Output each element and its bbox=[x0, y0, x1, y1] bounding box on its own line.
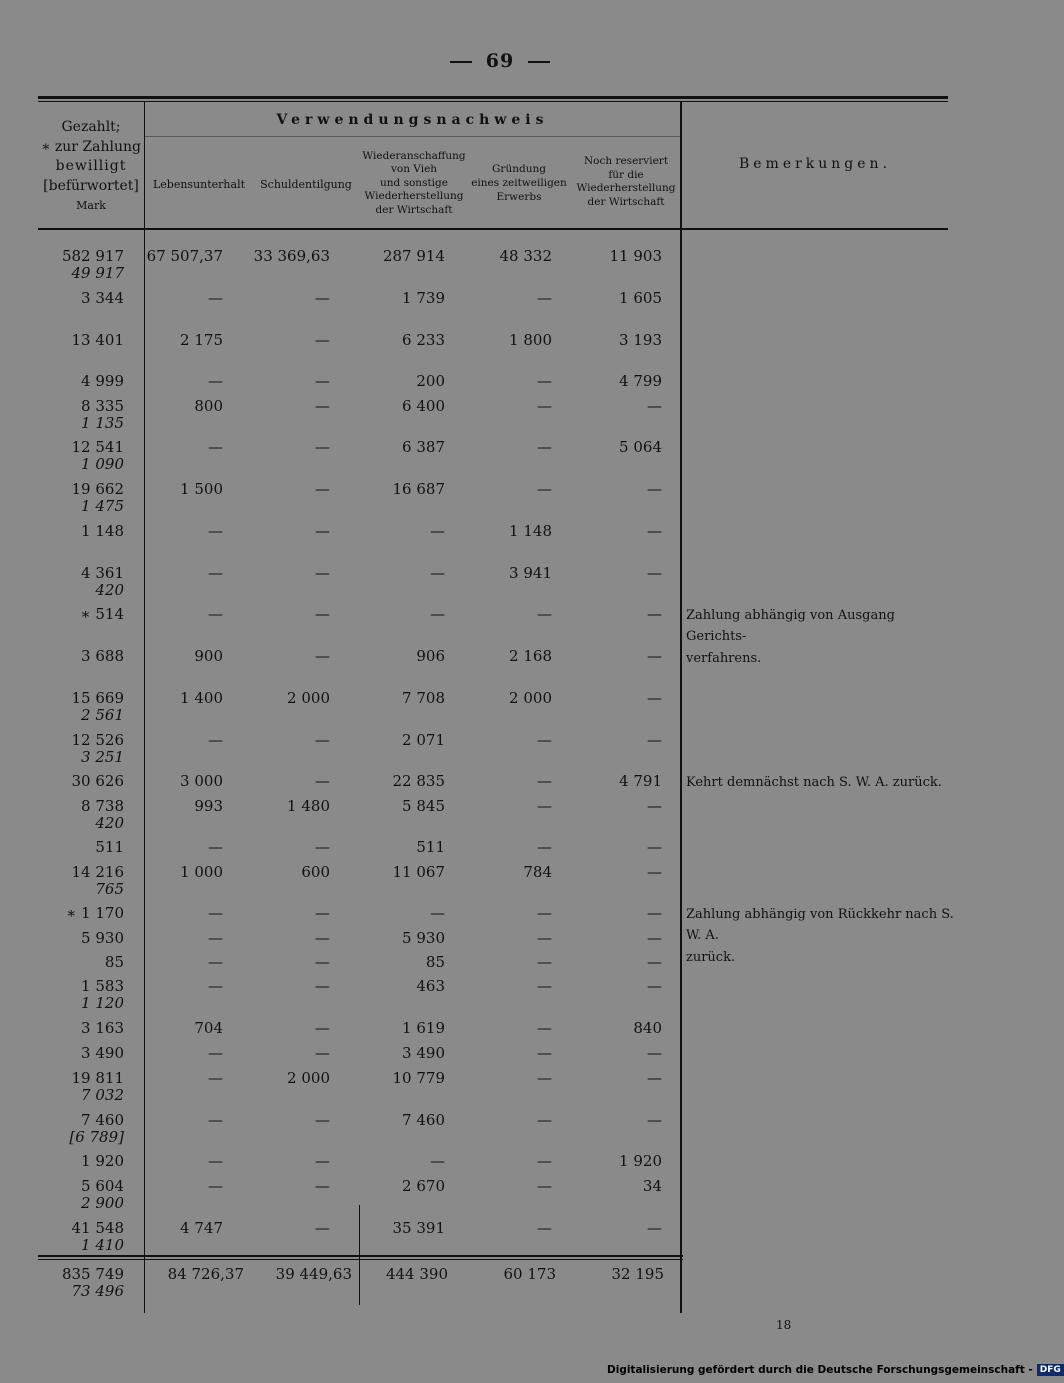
header-gezahlt bbox=[38, 118, 144, 214]
cell-reserv: — bbox=[647, 1069, 662, 1087]
cell-wieder: — bbox=[430, 564, 445, 582]
header-gruendung-line: eines zeitweiligen bbox=[471, 177, 567, 190]
cell-wieder: 287 914 bbox=[382, 247, 445, 265]
top-rule bbox=[38, 96, 948, 99]
page-number-dash-right bbox=[528, 61, 550, 63]
header-reserviert bbox=[572, 155, 680, 210]
cell-gezahlt: 19 662 bbox=[71, 480, 124, 498]
cell-gruend: 2 000 bbox=[509, 689, 552, 707]
cell-leben: — bbox=[208, 953, 223, 971]
cell-gruend: 2 168 bbox=[509, 647, 552, 665]
cell-gezahlt: 14 216 bbox=[71, 863, 124, 881]
cell-gruend: — bbox=[537, 1069, 552, 1087]
cell-gezahlt: 5 930 bbox=[81, 929, 124, 947]
cell-gruend: 3 941 bbox=[509, 564, 552, 582]
cell-leben: — bbox=[208, 1069, 223, 1087]
cell-gezahlt: 4 361 bbox=[81, 564, 124, 582]
col-divider-group bbox=[145, 136, 680, 137]
cell-wieder: 22 835 bbox=[392, 772, 445, 790]
cell-wieder: 85 bbox=[425, 953, 445, 971]
cell-wieder: 2 670 bbox=[402, 1177, 445, 1195]
cell-leben: — bbox=[208, 904, 223, 922]
top-rule-thin bbox=[38, 101, 948, 102]
cell-wieder: 906 bbox=[416, 647, 445, 665]
cell-reserv: — bbox=[647, 953, 662, 971]
cell-gruend: — bbox=[537, 772, 552, 790]
cell-gruend: — bbox=[537, 977, 552, 995]
cell-reserv: — bbox=[647, 1044, 662, 1062]
header-wiederanschaffung-line: von Vieh bbox=[390, 163, 438, 176]
cell-wieder: 11 067 bbox=[392, 863, 445, 881]
footer-text: Digitalisierung gefördert durch die Deutsche Forschungsgemeinschaft - bbox=[607, 1364, 1033, 1376]
cell-gezahlt: 511 bbox=[95, 838, 124, 856]
cell-leben: 3 000 bbox=[180, 772, 223, 790]
cell-leben: — bbox=[208, 1111, 223, 1129]
cell-leben: 800 bbox=[194, 397, 223, 415]
header-gruendung bbox=[469, 162, 569, 205]
cell-bewilligt: 7 032 bbox=[81, 1086, 124, 1104]
cell-gezahlt: 4 999 bbox=[81, 372, 124, 390]
remark-line: Kehrt demnächst nach S. W. A. zurück. bbox=[686, 775, 942, 790]
cell-reserv: — bbox=[647, 977, 662, 995]
cell-schuld: 2 000 bbox=[287, 689, 330, 707]
header-wiederanschaffung-line: Wiederherstellung bbox=[364, 190, 464, 203]
cell-bewilligt: 1 410 bbox=[81, 1236, 124, 1254]
cell-schuld: — bbox=[315, 929, 330, 947]
cell-gruend: — bbox=[537, 904, 552, 922]
cell-gezahlt: 8 738 bbox=[81, 797, 124, 815]
header-gruendung-line: Erwerbs bbox=[496, 191, 542, 204]
cell-reserv: — bbox=[647, 397, 662, 415]
cell-schuld: 2 000 bbox=[287, 1069, 330, 1087]
cell-gruend: 48 332 bbox=[499, 247, 552, 265]
cell-schuld: — bbox=[315, 977, 330, 995]
header-gezahlt-line: ∗ zur Zahlung bbox=[40, 138, 142, 155]
cell-schuld: 600 bbox=[301, 863, 330, 881]
header-wiederanschaffung-line: und sonstige bbox=[380, 176, 448, 189]
cell-gezahlt: 1 920 bbox=[81, 1152, 124, 1170]
cell-schuld: — bbox=[315, 480, 330, 498]
cell-leben: — bbox=[208, 929, 223, 947]
header-gezahlt-line: Gezahlt; bbox=[61, 119, 121, 135]
cell-leben: 67 507,37 bbox=[146, 247, 223, 265]
cell-gezahlt: 19 811 bbox=[71, 1069, 124, 1087]
cell-gezahlt: 1 583 bbox=[81, 977, 124, 995]
header-schuldentilgung bbox=[253, 178, 359, 192]
totals-rule-2 bbox=[38, 1259, 683, 1260]
cell-bewilligt: 420 bbox=[95, 814, 124, 832]
remark bbox=[686, 772, 956, 793]
cell-gruend: — bbox=[537, 1219, 552, 1237]
page-number-dash-left bbox=[450, 61, 472, 63]
cell-leben: — bbox=[208, 289, 223, 307]
cell-leben: 1 500 bbox=[180, 480, 223, 498]
cell-bewilligt: 1 090 bbox=[81, 455, 124, 473]
cell-bewilligt: 2 561 bbox=[81, 706, 124, 724]
total-gezahlt: 835 749 bbox=[61, 1265, 124, 1283]
cell-schuld: 33 369,63 bbox=[253, 247, 330, 265]
cell-gezahlt: 30 626 bbox=[71, 772, 124, 790]
cell-leben: 1 400 bbox=[180, 689, 223, 707]
cell-schuld: — bbox=[315, 605, 330, 623]
remark bbox=[686, 904, 956, 968]
remark-line: Zahlung abhängig von Ausgang Gerichts- bbox=[686, 608, 895, 645]
cell-wieder: 1 619 bbox=[402, 1019, 445, 1037]
cell-reserv: — bbox=[647, 1219, 662, 1237]
cell-wieder: 1 739 bbox=[402, 289, 445, 307]
cell-gruend: — bbox=[537, 372, 552, 390]
cell-wieder: — bbox=[430, 1152, 445, 1170]
cell-gruend: — bbox=[537, 1111, 552, 1129]
cell-reserv: 1 920 bbox=[619, 1152, 662, 1170]
cell-schuld: 1 480 bbox=[287, 797, 330, 815]
cell-schuld: — bbox=[315, 289, 330, 307]
header-wiederanschaffung-line: Wiederanschaffung bbox=[362, 150, 466, 162]
cell-wieder: 10 779 bbox=[392, 1069, 445, 1087]
header-gezahlt-line: bewilligt bbox=[55, 158, 127, 175]
cell-reserv: — bbox=[647, 689, 662, 707]
cell-gruend: — bbox=[537, 605, 552, 623]
cell-leben: — bbox=[208, 731, 223, 749]
cell-schuld: — bbox=[315, 1219, 330, 1237]
cell-reserv: — bbox=[647, 731, 662, 749]
cell-reserv: — bbox=[647, 1111, 662, 1129]
header-reserviert-line: Wiederherstellung bbox=[576, 182, 676, 195]
totals-rule bbox=[38, 1255, 683, 1257]
header-bemerkungen: Bemerkungen. bbox=[738, 156, 892, 172]
cell-leben: 2 175 bbox=[180, 331, 223, 349]
cell-schuld: — bbox=[315, 838, 330, 856]
cell-reserv: — bbox=[647, 647, 662, 665]
cell-wieder: — bbox=[430, 605, 445, 623]
cell-gruend: — bbox=[537, 1019, 552, 1037]
cell-wieder: 35 391 bbox=[392, 1219, 445, 1237]
remark-line: zurück. bbox=[686, 949, 736, 965]
cell-schuld: — bbox=[315, 772, 330, 790]
cell-leben: — bbox=[208, 838, 223, 856]
cell-leben: 704 bbox=[194, 1019, 223, 1037]
cell-wieder: 5 845 bbox=[402, 797, 445, 815]
cell-gruend: — bbox=[537, 797, 552, 815]
cell-gezahlt: 85 bbox=[104, 953, 124, 971]
header-gezahlt-line: [befürwortet] bbox=[43, 177, 139, 194]
cell-leben: 993 bbox=[194, 797, 223, 815]
cell-gruend: 1 148 bbox=[509, 522, 552, 540]
cell-gezahlt: 3 688 bbox=[81, 647, 124, 665]
header-bottom-rule bbox=[38, 228, 948, 230]
cell-schuld: — bbox=[315, 1177, 330, 1195]
cell-gruend: — bbox=[537, 1177, 552, 1195]
cell-reserv: 1 605 bbox=[619, 289, 662, 307]
cell-wieder: 6 387 bbox=[402, 438, 445, 456]
cell-bewilligt: 765 bbox=[95, 880, 124, 898]
cell-gezahlt: 15 669 bbox=[71, 689, 124, 707]
cell-reserv: 3 193 bbox=[619, 331, 662, 349]
remark bbox=[686, 605, 956, 669]
cell-bewilligt: 49 917 bbox=[71, 264, 124, 282]
cell-bewilligt: 1 135 bbox=[81, 414, 124, 432]
header-lebensunterhalt-line: Lebensunterhalt bbox=[152, 178, 246, 191]
cell-schuld: — bbox=[315, 331, 330, 349]
cell-bewilligt: 3 251 bbox=[81, 748, 124, 766]
cell-wieder: 463 bbox=[416, 977, 445, 995]
total-leben: 84 726,37 bbox=[167, 1265, 244, 1283]
cell-reserv: — bbox=[647, 904, 662, 922]
cell-reserv: 840 bbox=[633, 1019, 662, 1037]
page-number-text: 69 bbox=[485, 50, 515, 72]
remark-line: Zahlung abhängig von Rückkehr nach S. W. A. bbox=[686, 907, 954, 944]
cell-gruend: — bbox=[537, 1044, 552, 1062]
cell-leben: — bbox=[208, 438, 223, 456]
cell-gruend: — bbox=[537, 731, 552, 749]
cell-schuld: — bbox=[315, 1152, 330, 1170]
cell-reserv: 4 791 bbox=[619, 772, 662, 790]
cell-reserv: — bbox=[647, 838, 662, 856]
total-bewilligt: 73 496 bbox=[71, 1282, 124, 1300]
cell-gruend: — bbox=[537, 1152, 552, 1170]
header-gruendung-line: Gründung bbox=[492, 163, 546, 175]
cell-leben: 900 bbox=[194, 647, 223, 665]
cell-gruend: 1 800 bbox=[509, 331, 552, 349]
cell-leben: — bbox=[208, 1152, 223, 1170]
dfg-logo: DFG bbox=[1037, 1364, 1064, 1376]
cell-reserv: — bbox=[647, 480, 662, 498]
cell-leben: — bbox=[208, 605, 223, 623]
cell-schuld: — bbox=[315, 372, 330, 390]
cell-gezahlt: 1 148 bbox=[81, 522, 124, 540]
page-number bbox=[0, 50, 1000, 72]
cell-reserv: — bbox=[647, 797, 662, 815]
cell-schuld: — bbox=[315, 1111, 330, 1129]
cell-bewilligt: 2 900 bbox=[81, 1194, 124, 1212]
header-unit-mark: Mark bbox=[76, 199, 106, 213]
cell-wieder: 16 687 bbox=[392, 480, 445, 498]
cell-wieder: — bbox=[430, 904, 445, 922]
cell-bewilligt: 1 120 bbox=[81, 994, 124, 1012]
cell-gruend: 784 bbox=[523, 863, 552, 881]
cell-reserv: — bbox=[647, 564, 662, 582]
cell-gezahlt: ∗ 1 170 bbox=[66, 904, 124, 922]
cell-wieder: — bbox=[430, 522, 445, 540]
cell-gruend: — bbox=[537, 929, 552, 947]
cell-gruend: — bbox=[537, 397, 552, 415]
cell-schuld: — bbox=[315, 953, 330, 971]
cell-gezahlt: 582 917 bbox=[61, 247, 124, 265]
cell-gezahlt: 7 460 bbox=[81, 1111, 124, 1129]
cell-schuld: — bbox=[315, 904, 330, 922]
total-schuld: 39 449,63 bbox=[275, 1265, 352, 1283]
cell-bewilligt: [6 789] bbox=[69, 1128, 124, 1146]
header-schuldentilgung-line: Schuldentilgung bbox=[260, 178, 352, 191]
cell-reserv: — bbox=[647, 605, 662, 623]
header-wiederanschaffung bbox=[359, 150, 469, 217]
cell-gruend: — bbox=[537, 289, 552, 307]
footer-credit bbox=[607, 1364, 1064, 1376]
cell-schuld: — bbox=[315, 1019, 330, 1037]
cell-reserv: — bbox=[647, 522, 662, 540]
cell-wieder: 511 bbox=[416, 838, 445, 856]
cell-leben: — bbox=[208, 564, 223, 582]
signature-mark: 18 bbox=[776, 1318, 792, 1332]
cell-schuld: — bbox=[315, 564, 330, 582]
cell-leben: — bbox=[208, 1044, 223, 1062]
cell-leben: — bbox=[208, 522, 223, 540]
cell-gezahlt: 3 490 bbox=[81, 1044, 124, 1062]
cell-wieder: 7 708 bbox=[402, 689, 445, 707]
col-divider-6 bbox=[680, 101, 682, 1313]
cell-schuld: — bbox=[315, 397, 330, 415]
cell-reserv: — bbox=[647, 863, 662, 881]
total-reserv: 32 195 bbox=[611, 1265, 664, 1283]
total-gruend: 60 173 bbox=[503, 1265, 556, 1283]
cell-schuld: — bbox=[315, 731, 330, 749]
header-lebensunterhalt bbox=[145, 178, 253, 192]
cell-reserv: 5 064 bbox=[619, 438, 662, 456]
header-reserviert-line: für die bbox=[608, 168, 644, 181]
cell-gruend: — bbox=[537, 438, 552, 456]
cell-wieder: 2 071 bbox=[402, 731, 445, 749]
cell-reserv: — bbox=[647, 929, 662, 947]
cell-reserv: 34 bbox=[642, 1177, 662, 1195]
cell-bewilligt: 420 bbox=[95, 581, 124, 599]
cell-leben: — bbox=[208, 372, 223, 390]
cell-wieder: 6 233 bbox=[402, 331, 445, 349]
cell-gezahlt: 41 548 bbox=[71, 1219, 124, 1237]
cell-gezahlt: 13 401 bbox=[71, 331, 124, 349]
cell-gezahlt: 8 335 bbox=[81, 397, 124, 415]
cell-schuld: — bbox=[315, 522, 330, 540]
header-reserviert-line: der Wirtschaft bbox=[587, 195, 665, 208]
col-divider-3 bbox=[359, 1205, 360, 1305]
cell-gezahlt: 12 526 bbox=[71, 731, 124, 749]
header-wiederanschaffung-line: der Wirtschaft bbox=[375, 203, 453, 216]
cell-schuld: — bbox=[315, 647, 330, 665]
cell-wieder: 6 400 bbox=[402, 397, 445, 415]
header-group-verwendungsnachweis: Verwendungsnachweis bbox=[276, 112, 549, 128]
cell-wieder: 200 bbox=[416, 372, 445, 390]
total-wieder: 444 390 bbox=[385, 1265, 448, 1283]
cell-gruend: — bbox=[537, 838, 552, 856]
cell-gezahlt: 3 163 bbox=[81, 1019, 124, 1037]
cell-wieder: 5 930 bbox=[402, 929, 445, 947]
cell-wieder: 7 460 bbox=[402, 1111, 445, 1129]
cell-gezahlt: 3 344 bbox=[81, 289, 124, 307]
cell-schuld: — bbox=[315, 1044, 330, 1062]
cell-leben: — bbox=[208, 977, 223, 995]
header-reserviert-line: Noch reserviert bbox=[583, 155, 669, 167]
cell-gruend: — bbox=[537, 480, 552, 498]
cell-schuld: — bbox=[315, 438, 330, 456]
cell-leben: — bbox=[208, 1177, 223, 1195]
col-divider-0 bbox=[144, 101, 145, 1313]
remark-line: verfahrens. bbox=[686, 650, 762, 666]
cell-gezahlt: 12 541 bbox=[71, 438, 124, 456]
cell-gezahlt: 5 604 bbox=[81, 1177, 124, 1195]
cell-wieder: 3 490 bbox=[402, 1044, 445, 1062]
cell-bewilligt: 1 475 bbox=[81, 497, 124, 515]
cell-gruend: — bbox=[537, 953, 552, 971]
cell-reserv: 4 799 bbox=[619, 372, 662, 390]
cell-gezahlt: ∗ 514 bbox=[80, 605, 124, 623]
cell-reserv: 11 903 bbox=[609, 247, 662, 265]
cell-leben: 4 747 bbox=[180, 1219, 223, 1237]
cell-leben: 1 000 bbox=[180, 863, 223, 881]
